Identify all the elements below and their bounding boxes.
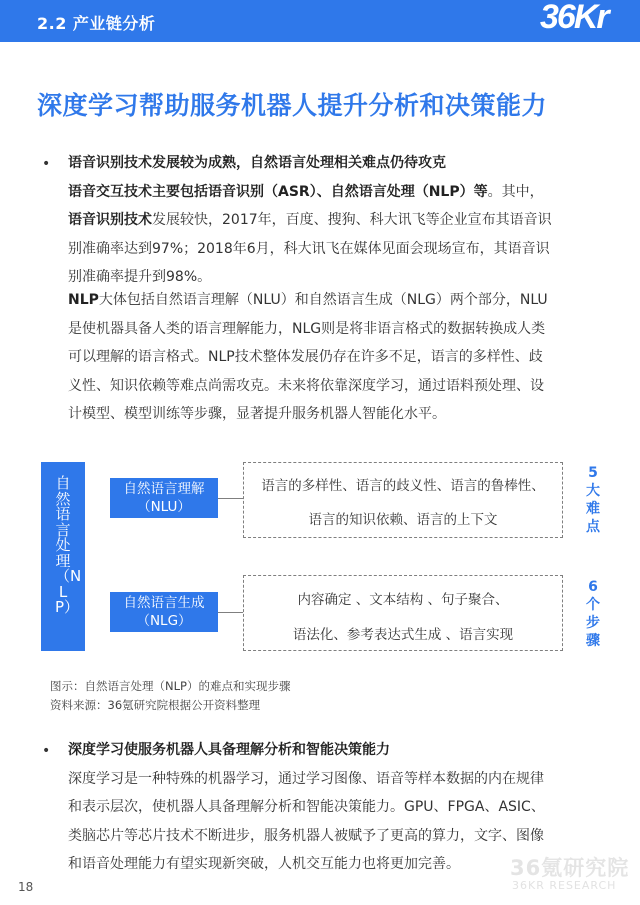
section1-line3-rest: 发展较快，2017年，百度、搜狗、科大讯飞等企业宣布其语音识: [152, 212, 552, 228]
five-difficulties-label: 5大难点: [586, 465, 600, 535]
difficulties-line1: 语言的多样性、语言的歧义性、语言的鲁棒性、: [261, 478, 545, 494]
brand-logo: 36Kr: [540, 0, 608, 36]
bullet-marker-2: •: [42, 743, 51, 759]
section2-line3: 类脑芯片等芯片技术不断进步，服务机器人被赋予了更高的算力，文字、图像: [68, 827, 544, 844]
steps-line1: 内容确定 、文本结构 、句子聚合、: [297, 592, 509, 608]
nlu-abbr: （NLU）: [137, 499, 191, 515]
page-number: 18: [18, 880, 34, 894]
nlp-bold: NLP: [68, 292, 99, 308]
six-steps-label: 6个步骤: [586, 579, 600, 649]
steps-line2: 语法化、参考表达式生成 、语言实现: [292, 627, 514, 643]
watermark-english: 36KR RESEARCH: [512, 879, 617, 892]
difficulties-box: [243, 462, 563, 538]
nlg-label: 自然语言生成: [123, 595, 205, 611]
page-title: 深度学习帮助服务机器人提升分析和决策能力: [37, 91, 548, 120]
difficulties-line2: 语言的知识依赖、语言的上下文: [308, 512, 498, 528]
nlu-box: [110, 478, 218, 518]
section1-line3-bold: 语音识别技术: [68, 212, 152, 228]
nlp-line4: 义性、知识依赖等难点尚需攻克。未来将依靠深度学习，通过语料预处理、设: [68, 377, 544, 394]
nlg-connector: [218, 612, 243, 613]
nlp-vertical-bar: [41, 462, 85, 651]
section-label: 2.2 产业链分析: [37, 14, 156, 33]
nlu-label: 自然语言理解: [123, 481, 205, 497]
section1-line2-rest: 。其中，: [487, 183, 544, 200]
nlg-abbr: （NLG）: [136, 613, 192, 629]
nlp-vertical-label: 自然语言处理（NLP）: [55, 474, 82, 616]
section2-line1: 深度学习是一种特殊的机器学习，通过学习图像、语音等样本数据的内在规律: [68, 770, 544, 787]
section2-line2: 和表示层次，使机器人具备理解分析和智能决策能力。GPU、FPGA、ASIC、: [68, 799, 545, 815]
nlp-line2: 是使机器具备人类的语言理解能力，NLG则是将非语言格式的数据转换成人类: [68, 320, 546, 337]
figure-caption: 图示：自然语言处理（NLP）的难点和实现步骤: [50, 679, 291, 693]
nlg-box: [110, 592, 218, 632]
section2-heading: 深度学习使服务机器人具备理解分析和智能决策能力: [68, 742, 390, 758]
header-bar: [0, 0, 640, 42]
section1-paragraph-nlp: [68, 286, 596, 429]
nlp-line1-rest: 大体包括自然语言理解（NLU）和自然语言生成（NLG）两个部分，NLU: [98, 292, 548, 308]
section1-paragraph: [68, 149, 596, 292]
nlp-line3: 可以理解的语言格式。NLP技术整体发展仍存在许多不足，语言的多样性、歧: [68, 349, 543, 365]
steps-box: [243, 575, 563, 651]
source-caption: 资料来源：36氪研究院根据公开资料整理: [50, 698, 261, 712]
section1-line5: 别准确率提升到98%。: [68, 269, 212, 285]
section1-line4: 别准确率达到97%；2018年6月，科大讯飞在媒体见面会现场宣布，其语音识: [68, 240, 550, 257]
bullet-marker: •: [42, 156, 51, 172]
nlu-connector: [218, 498, 243, 499]
nlp-line5: 计模型、模型训练等步骤，显著提升服务机器人智能化水平。: [68, 406, 446, 422]
section1-heading: 语音识别技术发展较为成熟，自然语言处理相关难点仍待攻克: [68, 155, 446, 171]
section2-line4: 和语音处理能力有望实现新突破，人机交互能力也将更加完善。: [68, 856, 460, 872]
watermark-chinese: 36氪研究院: [510, 856, 630, 880]
section1-line2-bold: 语音交互技术主要包括语音识别（ASR）、自然语言处理（NLP）等: [68, 183, 488, 200]
